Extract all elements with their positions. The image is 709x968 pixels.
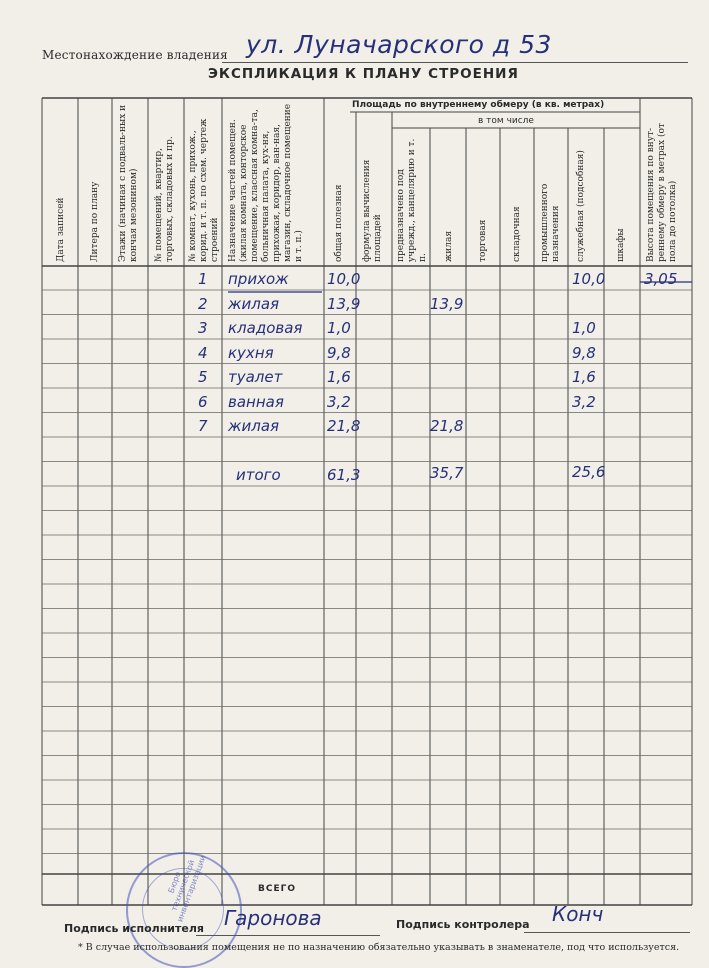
location-value: ул. Луначарского д 53 xyxy=(246,30,552,59)
stamp-text: Бюро технической инвентаризации xyxy=(166,854,208,924)
col-rooms-header: № помещений, квартир, торговых, складовых и пр. xyxy=(154,136,175,262)
col-total-header: общая полезная xyxy=(334,184,344,262)
totals-living: 35,7 xyxy=(430,464,464,482)
row-number: 4 xyxy=(198,343,208,362)
row-service-area: 3,2 xyxy=(572,392,596,411)
location-label: Местонахождение владения xyxy=(42,48,228,62)
executor-signature-line xyxy=(196,935,380,936)
row-service-area: 1,6 xyxy=(572,368,596,386)
row-total-area: 21,8 xyxy=(327,417,361,435)
row-height: 3,05 xyxy=(644,270,678,288)
col-height-header: Высота помещения по внут-реннему обмеру в метрах (от пола до потолка) xyxy=(646,123,678,262)
col-trade-header: торговая xyxy=(478,219,488,262)
row-living-area: 13,9 xyxy=(430,294,464,313)
row-room-name: ванная xyxy=(228,392,284,411)
row-room-name: кухня xyxy=(228,343,274,362)
executor-signature: Гаронова xyxy=(224,906,322,930)
row-total-area: 1,0 xyxy=(327,319,351,337)
col-litera-header: Литера по плану xyxy=(90,181,100,262)
row-number: 6 xyxy=(198,392,208,411)
row-total-area: 1,6 xyxy=(327,368,351,386)
vsego-label: ВСЕГО xyxy=(258,884,296,894)
controller-signature-line xyxy=(524,932,690,933)
col-living-header: жилая xyxy=(444,230,454,262)
row-room-name: жилая xyxy=(228,417,280,435)
row-service-area: 9,8 xyxy=(572,343,596,362)
col-date-header: Дата записей xyxy=(56,197,66,262)
row-total-area: 13,9 xyxy=(327,294,361,313)
executor-signature-label: Подпись исполнителя xyxy=(64,922,204,935)
row-service-area: 1,0 xyxy=(572,319,596,337)
row-number: 5 xyxy=(198,368,208,386)
totals-total: 61,3 xyxy=(327,466,361,484)
controller-signature-label: Подпись контролера xyxy=(396,918,530,931)
totals-service: 25,6 xyxy=(572,463,606,481)
row-total-area: 9,8 xyxy=(327,343,351,362)
col-industrial-header: промышленного назначения xyxy=(540,183,561,262)
col-closets-header: шкафы xyxy=(616,228,626,262)
controller-signature: Конч xyxy=(552,902,604,926)
row-room-name: туалет xyxy=(228,368,283,386)
col-office-header: предназначено под учрежд., канцелярию и т. п. xyxy=(396,138,428,262)
col-service-header: служебная (подсобная) xyxy=(576,150,586,262)
footnote: * В случае использования помещения не по назначению обязательно указывать в знаменателе, под что используется. xyxy=(78,942,680,953)
area-group-header: Площадь по внутреннему обмеру (в кв. метрах) xyxy=(352,100,605,110)
row-total-area: 10,0 xyxy=(327,270,361,288)
col-storage-header: складочная xyxy=(512,206,522,262)
col-formula-header: формула вычисления площадей xyxy=(362,159,383,262)
row-number: 7 xyxy=(198,417,208,435)
totals-label: итого xyxy=(236,466,281,484)
row-room-name: кладовая xyxy=(228,319,303,337)
row-service-area: 10,0 xyxy=(572,270,606,288)
col-purpose-header: Назначение частей помещен. (жилая комната, конторское помещение, классная комна-та, больничная палата, кух-ня, прихожая, коридор, ван-ная, магазин, складочное помещение и т. п.) xyxy=(228,103,304,262)
col-chambers-header: № комнат, кухонь, прихож., корид. и т. п. по схем. чертеж строений xyxy=(188,118,220,262)
row-number: 3 xyxy=(198,319,208,337)
row-number: 1 xyxy=(198,270,208,288)
incl-group-header: в том числе xyxy=(478,116,534,126)
row-room-name: жилая xyxy=(228,294,280,313)
col-floors-header: Этажи (начиная с подваль-ных и кончая мезонином) xyxy=(118,104,139,262)
row-living-area: 21,8 xyxy=(430,417,464,435)
document-title: ЭКСПЛИКАЦИЯ К ПЛАНУ СТРОЕНИЯ xyxy=(208,66,519,82)
row-number: 2 xyxy=(198,294,208,313)
row-room-name: прихож xyxy=(228,270,289,288)
row-total-area: 3,2 xyxy=(327,392,351,411)
